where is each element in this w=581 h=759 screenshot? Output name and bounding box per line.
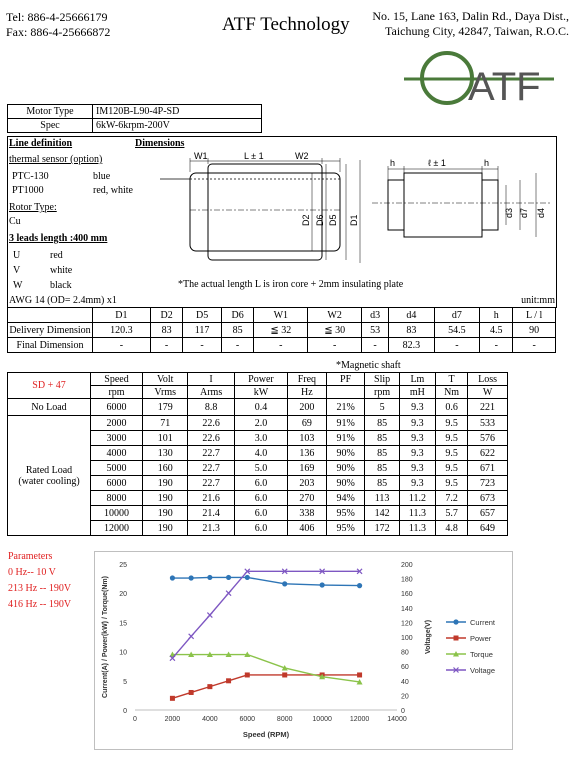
perf-cell: 533 xyxy=(468,416,508,431)
perf-cell: 9.3 xyxy=(399,431,435,446)
perf-cell: 7.2 xyxy=(436,491,468,506)
perf-cell: 91% xyxy=(326,416,365,431)
perf-cell: 101 xyxy=(143,431,188,446)
logo-text: ATF xyxy=(468,65,541,109)
perf-cell: 6.0 xyxy=(234,491,287,506)
perf-cell: 11.3 xyxy=(399,506,435,521)
perf-cell: 11.3 xyxy=(399,521,435,536)
perf-cell: 673 xyxy=(468,491,508,506)
perf-cell: 130 xyxy=(143,446,188,461)
x-tick-label: 4000 xyxy=(202,716,218,723)
perf-cell: 4.8 xyxy=(436,521,468,536)
length-note: *The actual length L is iron core + 2mm insulating plate xyxy=(178,279,404,290)
line-definition xyxy=(9,137,102,166)
perf-cell: 22.7 xyxy=(188,446,235,461)
perf-cell: 6000 xyxy=(91,476,143,491)
unit-label: unit:mm xyxy=(521,295,555,306)
d5-label: D5 xyxy=(328,214,338,226)
dimensions-title: Dimensions xyxy=(135,138,185,149)
y2-tick-label: 200 xyxy=(401,562,413,569)
perf-cell: 270 xyxy=(288,491,327,506)
y2-tick-label: 160 xyxy=(401,591,413,599)
perf-cell: 90% xyxy=(326,461,365,476)
dim-cell: Final Dimension xyxy=(8,338,93,353)
ptc-label: PTC-130 xyxy=(12,171,49,182)
perf-cell: 5.0 xyxy=(234,461,287,476)
l-label: L ± 1 xyxy=(244,151,264,161)
perf-header-cell: I xyxy=(188,373,235,386)
dim-cell: ≦ 30 xyxy=(308,323,362,338)
dim-cell: - xyxy=(362,338,389,353)
dim-header-cell: D6 xyxy=(221,308,254,323)
no-load-label: No Load xyxy=(8,399,91,416)
perf-cell: 22.6 xyxy=(188,416,235,431)
dim-header-cell: W2 xyxy=(308,308,362,323)
perf-cell: 21.4 xyxy=(188,506,235,521)
dim-cell: Delivery Dimension xyxy=(9,324,91,336)
perf-cell: 576 xyxy=(468,431,508,446)
perf-cell: 671 xyxy=(468,461,508,476)
rated-label-line: (water cooling) xyxy=(18,475,80,487)
perf-cell: 21.3 xyxy=(188,521,235,536)
dim-cell: 117 xyxy=(183,323,221,338)
perf-cell: 190 xyxy=(143,491,188,506)
dim-cell: - xyxy=(221,338,254,353)
perf-cell: 160 xyxy=(143,461,188,476)
d6-label: D6 xyxy=(315,214,325,226)
data-point-current xyxy=(357,583,362,588)
perf-unit-cell: Vrms xyxy=(143,386,188,399)
d7-label: d7 xyxy=(519,207,529,218)
data-point-current xyxy=(170,575,175,580)
perf-cell: 90% xyxy=(326,446,365,461)
rated-label-line: Rated Load xyxy=(25,464,73,476)
perf-cell: 85 xyxy=(365,416,399,431)
y2-tick-label: 180 xyxy=(401,576,413,584)
perf-cell: 22.6 xyxy=(188,431,235,446)
perf-cell: 221 xyxy=(468,399,508,416)
perf-cell: 2000 xyxy=(91,416,143,431)
perf-cell: 69 xyxy=(288,416,327,431)
line-definition-title: Line definition xyxy=(9,138,73,149)
parameter-line: 416 Hz -- 190V xyxy=(8,599,72,610)
perf-cell: 723 xyxy=(468,476,508,491)
stator-drawing xyxy=(160,150,385,275)
perf-cell: 649 xyxy=(468,521,508,536)
address-line-2: Taichung City, 42847, Taiwan, R.O.C. xyxy=(385,24,569,38)
perf-cell: 11.2 xyxy=(399,491,435,506)
motor-type-label: Motor Type xyxy=(8,105,93,119)
pt-label: PT1000 xyxy=(12,185,44,196)
x-tick-label: 10000 xyxy=(312,716,332,723)
model-label: SD + 47 xyxy=(8,373,91,399)
perf-cell: 3000 xyxy=(91,431,143,446)
perf-cell: 9.3 xyxy=(399,416,435,431)
parameter-line: 0 Hz-- 10 V xyxy=(8,567,56,578)
perf-cell: 6000 xyxy=(91,399,143,416)
perf-cell: 203 xyxy=(288,476,327,491)
perf-unit-cell: mH xyxy=(399,386,435,399)
dim-cell: 120.3 xyxy=(93,323,151,338)
contact-block xyxy=(6,10,110,40)
perf-cell: 10000 xyxy=(91,506,143,521)
data-point-current xyxy=(282,581,287,586)
d1-label: D1 xyxy=(349,214,359,226)
pt-color: red, white xyxy=(93,185,133,196)
dim-header-cell: D2 xyxy=(150,308,183,323)
perf-cell: 103 xyxy=(288,431,327,446)
perf-cell: 8.8 xyxy=(188,399,235,416)
lead-v-color: white xyxy=(50,265,73,276)
perf-cell: 85 xyxy=(365,431,399,446)
dim-cell: 53 xyxy=(362,323,389,338)
d2-label: D2 xyxy=(301,214,311,226)
data-point-power xyxy=(207,684,212,689)
x-axis-label: Speed (RPM) xyxy=(242,730,290,739)
y2-tick-label: 100 xyxy=(401,635,413,642)
perf-unit-cell: W xyxy=(468,386,508,399)
motor-type-value: IM120B-L90-4P-SD xyxy=(93,105,262,119)
perf-cell: 142 xyxy=(365,506,399,521)
rated-load-label xyxy=(8,416,91,536)
awg-text: AWG 14 (OD= 2.4mm) x1 xyxy=(9,295,117,306)
perf-unit-cell: kW xyxy=(234,386,287,399)
perf-cell: 113 xyxy=(365,491,399,506)
perf-cell: 657 xyxy=(468,506,508,521)
perf-cell: 9.3 xyxy=(399,461,435,476)
perf-header-cell: Power xyxy=(234,373,287,386)
y2-tick-label: 60 xyxy=(401,664,409,672)
dim-cell: 4.5 xyxy=(480,323,513,338)
y-tick-label: 10 xyxy=(119,649,127,657)
lead-v-phase: V xyxy=(13,265,21,276)
dim-header-cell: L / l xyxy=(513,308,556,323)
dim-header-cell: h xyxy=(480,308,513,323)
perf-cell: 5 xyxy=(365,399,399,416)
dim-cell: - xyxy=(513,338,556,353)
perf-cell: 0.6 xyxy=(436,399,468,416)
dimension-header-row xyxy=(8,308,556,323)
dim-cell: - xyxy=(434,338,480,353)
dim-header-cell: D5 xyxy=(183,308,221,323)
x-tick-label: 6000 xyxy=(239,716,256,723)
perf-unit-cell: Hz xyxy=(288,386,327,399)
perf-cell: 5.7 xyxy=(436,506,468,521)
x-tick-label: 12000 xyxy=(349,716,370,723)
perf-cell: 190 xyxy=(143,506,188,521)
data-point-power xyxy=(357,672,362,677)
perf-cell: 190 xyxy=(143,521,188,536)
legend-label: Current xyxy=(470,618,496,627)
perf-cell: 9.3 xyxy=(399,399,435,416)
y-tick-label: 0 xyxy=(123,708,127,715)
dim-cell: - xyxy=(150,338,183,353)
perf-cell: 6.0 xyxy=(234,506,287,521)
dim-header-cell: D1 xyxy=(93,308,151,323)
y-axis-label: Current(A) / Power(kW) / Torque(Nm) xyxy=(102,576,109,698)
dim-cell: 85 xyxy=(221,323,254,338)
perf-cell: 9.5 xyxy=(436,476,468,491)
perf-cell: 0.4 xyxy=(234,399,287,416)
h1-label: h xyxy=(390,158,396,168)
perf-cell: 85 xyxy=(365,446,399,461)
y-tick-label: 5 xyxy=(123,678,127,686)
y2-axis-label: Voltage(V) xyxy=(425,619,432,655)
rated-row xyxy=(8,416,508,431)
magnetic-note: *Magnetic shaft xyxy=(336,360,401,371)
spec-label: Spec xyxy=(8,119,93,133)
perf-unit-cell xyxy=(326,386,365,399)
performance-chart xyxy=(95,552,512,749)
perf-unit-cell: Arms xyxy=(188,386,235,399)
perf-header-cell: Speed xyxy=(91,373,143,386)
dim-header-cell: W1 xyxy=(254,308,308,323)
dim-cell: 82.3 xyxy=(389,338,435,353)
perf-cell: 169 xyxy=(288,461,327,476)
perf-cell: 90% xyxy=(326,476,365,491)
x-tick-label: 8000 xyxy=(276,716,293,723)
dim-cell: - xyxy=(254,338,308,353)
rotor-title: Rotor Type: xyxy=(9,202,57,213)
y2-tick-label: 40 xyxy=(401,678,409,686)
dim-cell: - xyxy=(480,338,513,353)
perf-cell: 95% xyxy=(326,521,365,536)
perf-cell: 21.6 xyxy=(188,491,235,506)
no-load-row xyxy=(8,399,508,416)
series-line-current xyxy=(172,577,359,585)
data-point-power xyxy=(245,672,250,677)
x-tick-label: 0 xyxy=(133,716,137,723)
fax-text: Fax: 886-4-25666872 xyxy=(6,25,111,39)
perf-cell: 8000 xyxy=(91,491,143,506)
perf-header-cell: Volt xyxy=(143,373,188,386)
data-point-current xyxy=(320,582,325,587)
d4-label: d4 xyxy=(536,207,546,218)
perf-cell: 9.5 xyxy=(436,416,468,431)
perf-header-cell: Lm xyxy=(399,373,435,386)
perf-unit-cell: rpm xyxy=(91,386,143,399)
final-dimension-row xyxy=(8,338,556,353)
perf-header-cell: Freq xyxy=(288,373,327,386)
w2-label: W2 xyxy=(295,151,309,161)
perf-cell: 3.0 xyxy=(234,431,287,446)
lead-u-color: red xyxy=(50,250,63,261)
data-point-current xyxy=(189,575,194,580)
perf-cell: 9.3 xyxy=(399,446,435,461)
data-point-power xyxy=(282,672,287,677)
atf-logo xyxy=(404,48,556,110)
perf-cell: 85 xyxy=(365,461,399,476)
perf-header-cell: Slip xyxy=(365,373,399,386)
company-name: ATF Technology xyxy=(222,14,350,35)
dim-cell: - xyxy=(93,338,151,353)
lead-w-color: black xyxy=(50,280,72,291)
data-point-current xyxy=(245,575,250,580)
perf-cell: 94% xyxy=(326,491,365,506)
perf-cell: 6.0 xyxy=(234,521,287,536)
dim-header-cell: d7 xyxy=(434,308,480,323)
spec-table xyxy=(7,104,262,133)
perf-cell: 9.5 xyxy=(436,431,468,446)
perf-cell: 190 xyxy=(143,476,188,491)
data-point-power xyxy=(170,696,175,701)
perf-cell: 406 xyxy=(288,521,327,536)
y2-tick-label: 20 xyxy=(401,693,409,701)
legend-marker-current xyxy=(453,619,458,624)
perf-cell: 9.5 xyxy=(436,461,468,476)
perf-cell: 6.0 xyxy=(234,476,287,491)
y2-tick-label: 140 xyxy=(401,605,413,613)
legend-label: Voltage xyxy=(470,666,496,675)
data-point-power xyxy=(226,678,231,683)
dim-cell: 83 xyxy=(150,323,183,338)
y-tick-label: 25 xyxy=(119,562,127,569)
address-block xyxy=(372,9,569,39)
d3-label: d3 xyxy=(504,207,514,218)
perf-cell: 22.7 xyxy=(188,461,235,476)
perf-unit-cell: Nm xyxy=(436,386,468,399)
dimension-table xyxy=(7,307,556,353)
spec-value: 6kW-6krpm-200V xyxy=(93,119,262,133)
series-line-voltage xyxy=(172,571,359,658)
parameters-block xyxy=(8,549,71,613)
data-point-power xyxy=(189,690,194,695)
rotor-drawing xyxy=(372,156,552,256)
legend-label: Torque xyxy=(470,650,493,659)
y-tick-label: 20 xyxy=(119,591,127,599)
y2-tick-label: 120 xyxy=(401,620,413,628)
perf-cell: 21% xyxy=(326,399,365,416)
lead-u-phase: U xyxy=(13,250,21,261)
y-tick-label: 15 xyxy=(119,620,127,628)
parameters-title: Parameters xyxy=(8,551,53,562)
dim-cell: - xyxy=(183,338,221,353)
ptc-color: blue xyxy=(93,171,111,182)
series-line-torque xyxy=(172,655,359,682)
perf-cell: 95% xyxy=(326,506,365,521)
perf-cell: 622 xyxy=(468,446,508,461)
address-line-1: No. 15, Lane 163, Dalin Rd., Daya Dist., xyxy=(372,9,569,23)
dim-cell: - xyxy=(308,338,362,353)
w1-label: W1 xyxy=(194,151,208,161)
perf-cell: 136 xyxy=(288,446,327,461)
performance-chart-frame xyxy=(94,551,513,750)
perf-cell: 91% xyxy=(326,431,365,446)
perf-cell: 200 xyxy=(288,399,327,416)
dim-cell: 54.5 xyxy=(434,323,480,338)
leads-title: 3 leads length :400 mm xyxy=(9,233,108,244)
perf-cell: 9.3 xyxy=(399,476,435,491)
dim-cell: ≦ 32 xyxy=(254,323,308,338)
tel-text: Tel: 886-4-25666179 xyxy=(6,10,108,24)
perf-cell: 71 xyxy=(143,416,188,431)
x-tick-label: 14000 xyxy=(387,716,407,723)
legend-label: Power xyxy=(470,634,492,643)
rotor-value: Cu xyxy=(9,216,21,227)
x-tick-label: 2000 xyxy=(164,716,181,723)
perf-cell: 172 xyxy=(365,521,399,536)
dim-header-cell: d4 xyxy=(389,308,435,323)
y2-tick-label: 80 xyxy=(401,649,409,657)
perf-cell: 9.5 xyxy=(436,446,468,461)
h2-label: h xyxy=(484,158,490,168)
perf-cell: 85 xyxy=(365,476,399,491)
dim-cell: 83 xyxy=(389,323,435,338)
parameter-line: 213 Hz -- 190V xyxy=(8,583,72,594)
perf-cell: 338 xyxy=(288,506,327,521)
perf-cell: 2.0 xyxy=(234,416,287,431)
l2-label: ℓ ± 1 xyxy=(428,158,446,168)
perf-cell: 5000 xyxy=(91,461,143,476)
perf-cell: 12000 xyxy=(91,521,143,536)
perf-header-cell: PF xyxy=(326,373,365,386)
dim-header-cell: d3 xyxy=(362,308,389,323)
data-point-current xyxy=(226,575,231,580)
performance-table xyxy=(7,372,508,536)
perf-header-cell: Loss xyxy=(468,373,508,386)
dim-header-cell xyxy=(8,308,93,323)
delivery-dimension-row xyxy=(8,323,556,338)
perf-cell: 4000 xyxy=(91,446,143,461)
perf-header-row xyxy=(8,373,508,386)
perf-header-cell: T xyxy=(436,373,468,386)
perf-cell: 4.0 xyxy=(234,446,287,461)
data-point-current xyxy=(207,575,212,580)
thermal-title: thermal sensor (option) xyxy=(9,154,103,165)
dim-cell: 90 xyxy=(513,323,556,338)
perf-cell: 22.7 xyxy=(188,476,235,491)
perf-unit-cell: rpm xyxy=(365,386,399,399)
perf-cell: 179 xyxy=(143,399,188,416)
lead-w-phase: W xyxy=(13,280,23,291)
y2-tick-label: 0 xyxy=(401,708,405,715)
legend-marker-power xyxy=(454,636,459,641)
